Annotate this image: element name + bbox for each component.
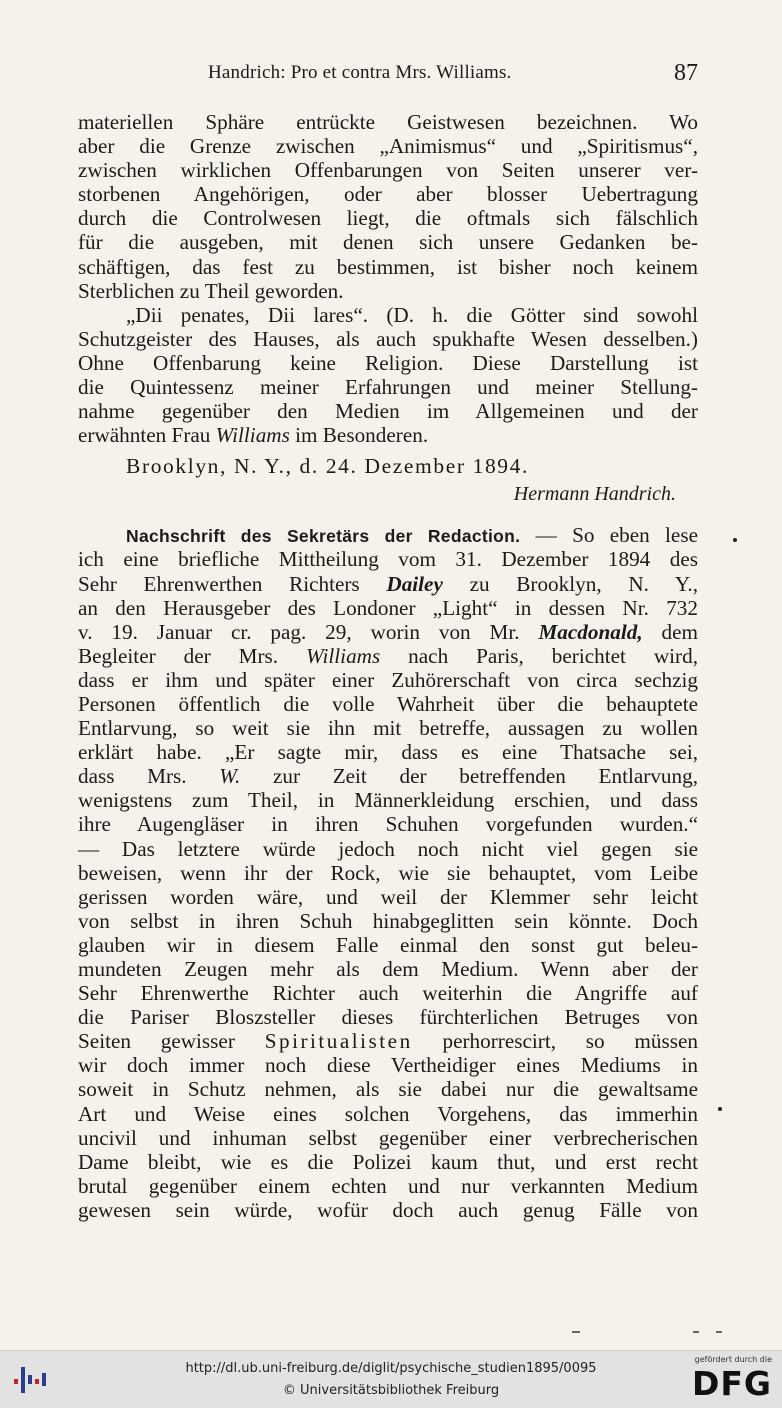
text-line: erklärt habe. „Er sagte mir, dass es eine Thatsache sei, xyxy=(78,740,698,765)
text-fragment: Begleiter der Mrs. xyxy=(78,643,307,668)
margin-speck xyxy=(718,1107,722,1111)
text-line xyxy=(78,644,698,668)
running-header xyxy=(78,62,698,92)
body-text xyxy=(78,110,698,1222)
text-line: — Das letztere würde jedoch noch nicht viel gegen sie xyxy=(78,836,698,861)
text-line: Art und Weise eines solchen Vorgehens, das immerhin xyxy=(78,1101,698,1126)
text-fragment: dem xyxy=(642,619,698,644)
text-line: ihre Augengläser in ihren Schuhen vorgefunden wurden.“ xyxy=(78,812,698,837)
text-fragment: Sehr Ehrenwerthen Richters xyxy=(78,571,387,596)
text-line: wir doch immer noch diese Vertheidiger eines Mediums in xyxy=(78,1053,698,1078)
scan-mark xyxy=(572,1331,580,1333)
scan-mark xyxy=(716,1331,722,1333)
text-line: Personen öffentlich die volle Wahrheit über die behauptete xyxy=(78,691,698,716)
viewer-footer xyxy=(0,1350,782,1408)
text-fragment: v. 19. Januar cr. pag. 29, worin von Mr. xyxy=(78,619,539,644)
italic-name: Williams xyxy=(306,643,381,668)
text-line: Schutzgeister des Hauses, als auch spukhafte Wesen desselben.) xyxy=(78,326,698,351)
text-line xyxy=(78,764,698,788)
text-fragment: Seiten gewisser xyxy=(78,1029,265,1054)
note-heading: Nachschrift des Sekretärs der Redaction. xyxy=(126,526,521,547)
text-line xyxy=(78,1029,698,1053)
text-line: soweit in Schutz nehmen, als sie dabei nur die gewaltsame xyxy=(78,1077,698,1102)
italic-name: Macdonald, xyxy=(538,619,643,644)
permalink-url[interactable]: http://dl.ub.uni-freiburg.de/diglit/psychische_studien1895/0095 xyxy=(185,1361,597,1376)
text-line: uncivil und inhuman selbst gegenüber einer verbrecherischen xyxy=(78,1125,698,1150)
text-fragment: zu Brooklyn, N. Y., xyxy=(442,571,698,596)
dfg-wordmark: DFG xyxy=(691,1364,772,1403)
text-line: die Quintessenz meiner Erfahrungen und meiner Stellung- xyxy=(78,375,698,400)
running-title: Handrich: Pro et contra Mrs. Williams. xyxy=(208,62,512,83)
text-line: „Dii penates, Dii lares“. (D. h. die Götter sind sowohl xyxy=(126,302,698,327)
italic-name: Dailey xyxy=(386,571,443,596)
text-line: nahme gegenüber den Medien im Allgemeinen und der xyxy=(78,399,698,424)
text-line: gewesen sein würde, wofür doch auch genug Fälle von xyxy=(78,1197,698,1222)
text-line: dass er ihm und später einer Zuhörerschaft von circa sechzig xyxy=(78,667,698,692)
text-fragment: erwähnten Frau xyxy=(78,423,216,448)
text-fragment: perhorrescirt, so müssen xyxy=(412,1029,698,1054)
text-line xyxy=(78,423,698,447)
text-line: für die ausgeben, mit denen sich unsere Gedanken be- xyxy=(78,230,698,255)
text-line: gerissen worden wäre, und weil der Klemmer sehr leicht xyxy=(78,884,698,909)
margin-speck xyxy=(733,538,737,542)
italic-name: Williams xyxy=(215,423,290,448)
text-line: zwischen wirklichen Offenbarungen von Seiten unserer ver- xyxy=(78,158,698,183)
text-line: wenigstens zum Theil, in Männerkleidung erschien, und dass xyxy=(78,788,698,813)
italic-name: W. xyxy=(219,764,241,789)
text-line: beweisen, wenn ihr der Rock, wie sie behauptet, vom Leibe xyxy=(78,860,698,885)
text-line xyxy=(78,572,698,596)
text-line: schäftigen, das fest zu bestimmen, ist bisher noch keinem xyxy=(78,254,698,279)
author-signature: Hermann Handrich. xyxy=(513,483,676,506)
dfg-caption: gefördert durch die xyxy=(694,1355,772,1364)
scan-mark xyxy=(693,1331,699,1333)
text-fragment: — So eben lese xyxy=(520,523,698,548)
spaced-word: Spiritualisten xyxy=(264,1029,413,1054)
copyright-notice: © Universitätsbibliothek Freiburg xyxy=(282,1383,500,1398)
text-line: Sehr Ehrenwerthe Richter auch weiterhin die Angriffe auf xyxy=(78,981,698,1006)
text-line: aber die Grenze zwischen „Animismus“ und „Spiritismus“, xyxy=(78,134,698,159)
text-fragment: im Besonderen. xyxy=(289,423,429,448)
text-line: ich eine briefliche Mittheilung vom 31. Dezember 1894 des xyxy=(78,547,698,572)
text-line: mundeten Zeugen mehr als dem Medium. Wenn aber der xyxy=(78,957,698,981)
text-line: durch die Controlwesen liegt, die oftmals sich fälschlich xyxy=(78,206,698,231)
text-line: Ohne Offenbarung keine Religion. Diese Darstellung ist xyxy=(78,350,698,375)
text-line xyxy=(78,620,698,644)
text-line: Entlarvung, so weit sie ihn mit betreffe, aussagen zu wollen xyxy=(78,716,698,741)
text-line: Sterblichen zu Theil geworden. xyxy=(78,278,344,303)
text-line: Dame bleibt, wie es die Polizei kaum thut, und erst recht xyxy=(78,1149,698,1174)
text-line: an den Herausgeber des Londoner „Light“ in dessen Nr. 732 xyxy=(78,595,698,620)
text-line: storbenen Angehörigen, oder aber blosser Uebertragung xyxy=(78,182,698,207)
text-line: brutal gegenüber einem echten und nur verkannten Medium xyxy=(78,1173,698,1198)
text-line: glauben wir in diesem Falle einmal den sonst gut beleu- xyxy=(78,932,698,957)
dateline: Brooklyn, N. Y., d. 24. Dezember 1894. xyxy=(126,454,529,479)
dfg-logo xyxy=(688,1355,772,1405)
page-number: 87 xyxy=(674,60,698,86)
text-line xyxy=(78,523,698,547)
text-fragment: zur Zeit der betreffenden Entlarvung, xyxy=(240,764,698,789)
text-line: materiellen Sphäre entrückte Geistwesen bezeichnen. Wo xyxy=(78,110,698,134)
text-line: von selbst in ihren Schuh hinabgeglitten sein könnte. Doch xyxy=(78,908,698,933)
text-fragment: dass Mrs. xyxy=(78,764,220,789)
text-line: die Pariser Bloszsteller dieses fürchterlichen Betruges von xyxy=(78,1005,698,1030)
text-fragment: nach Paris, berichtet wird, xyxy=(380,643,698,668)
